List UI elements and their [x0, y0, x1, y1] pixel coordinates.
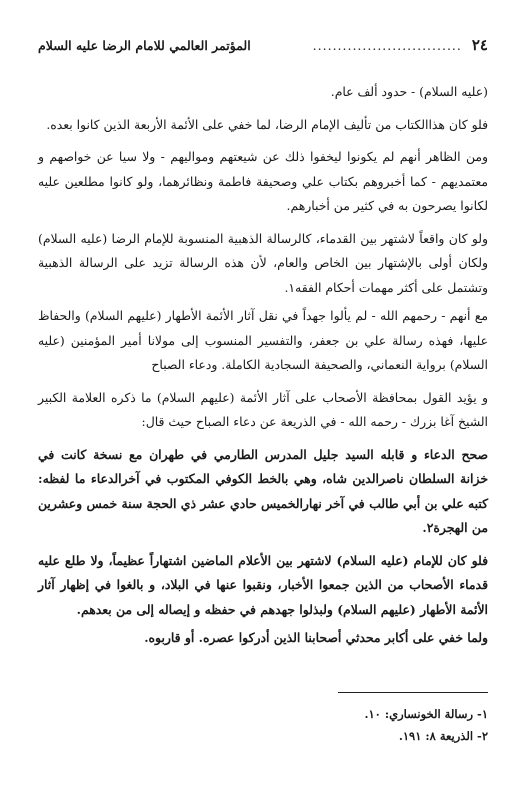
- footnotes: [38, 692, 488, 747]
- paragraph-9: ولما خفي على أكابر محدثي أصحابنا الذين أدركوا عصره. أو قاربوه.: [144, 630, 488, 645]
- paragraph-5: مع أنهم - رحمهم الله - لم يألوا جهداً في نقل آثار الأئمة الأطهار (عليهم السلام) والحفاظ عليها، فهذه رسالة علي بن جعفر، والتفسير المنسوب إلى مولانا أمير المؤمنين (عليه السلام) برواية النعماني، والصحيفة السجادية الكاملة. ودعاء الصباح: [38, 308, 488, 372]
- header-dot-leader: ..............................: [312, 37, 462, 53]
- page-number: ٢٤: [471, 36, 488, 54]
- footnote-2: ٢- الذريعة ٨: ١٩١.: [398, 729, 488, 743]
- paragraph-4: ولو كان واقعاً لاشتهر بين القدماء، كالرسالة الذهبية المنسوبة للإمام الرضا (عليه السلام) ولكان أولى بالإشتهار بين الخاص والعام، لأن هذه الرسالة تزيد على الرسالة الذهبية وتشتمل على أكثر مهمات أحكام الفقه١.: [38, 230, 488, 295]
- footnote-divider: [338, 692, 488, 693]
- paragraph-6: و يؤيد القول بمحافظة الأصحاب على آثار الأئمة (عليهم السلام) ما ذكره العلامة الكبير الشيخ آغا بزرك - رحمه الله - في الذريعة عن دعاء الصباح حيث قال:: [38, 389, 488, 429]
- header-title: المؤتمر العالمي للامام الرضا عليه السلام: [38, 37, 251, 53]
- paragraph-3: ومن الظاهر أنهم لم يكونوا ليخفوا ذلك عن شيعتهم ومواليهم - ولا سيا عن خواصهم و معتمديهم - كما أخبروهم بكتاب علي وصحيفة فاطمة ونظائرهما، ولو كانوا مطلعين عليه لكانوا يصرحون به في كثير من أخبارهم.: [38, 149, 488, 213]
- running-header: [38, 36, 488, 54]
- quoted-paragraph: صحح الدعاء و قابله السيد جليل المدرس الطارمي في طهران مع نسخة كانت في خزانة السلطان ناصرالدين شاه، وهي بالخط الكوفي المكتوب في آخرالدعاء ما لفظه: كتبه علي بن أبي طالب في آخر نهارالخميس حادي عشر ذي الحجة سنة خمس وعشرين من الهجرة٢.: [38, 446, 488, 535]
- main-text: [38, 80, 488, 655]
- paragraph-8: فلو كان للإمام (عليه السلام) لاشتهر بين الأعلام الماضين اشتهاراً عظيماً، ولا طلع عليه قدماء الأصحاب من الذين جمعوا الأخبار، ونقبوا عنها في البلاد، و بالغوا في إظهار آثار الأئمة الأطهار (عليهم السلام) ولبذلوا جهدهم في حفظه و إيصاله إلى من بعدهم.: [38, 552, 488, 617]
- paragraph-1: (عليه السلام) - حدود ألف عام.: [330, 84, 488, 99]
- footnote-1: ١- رسالة الخونساري: ١٠.: [364, 707, 488, 721]
- paragraph-2: فلو كان هذاالكتاب من تأليف الإمام الرضا، لما خفي على الأئمة الأربعة الذين كانوا بعده.: [46, 116, 488, 132]
